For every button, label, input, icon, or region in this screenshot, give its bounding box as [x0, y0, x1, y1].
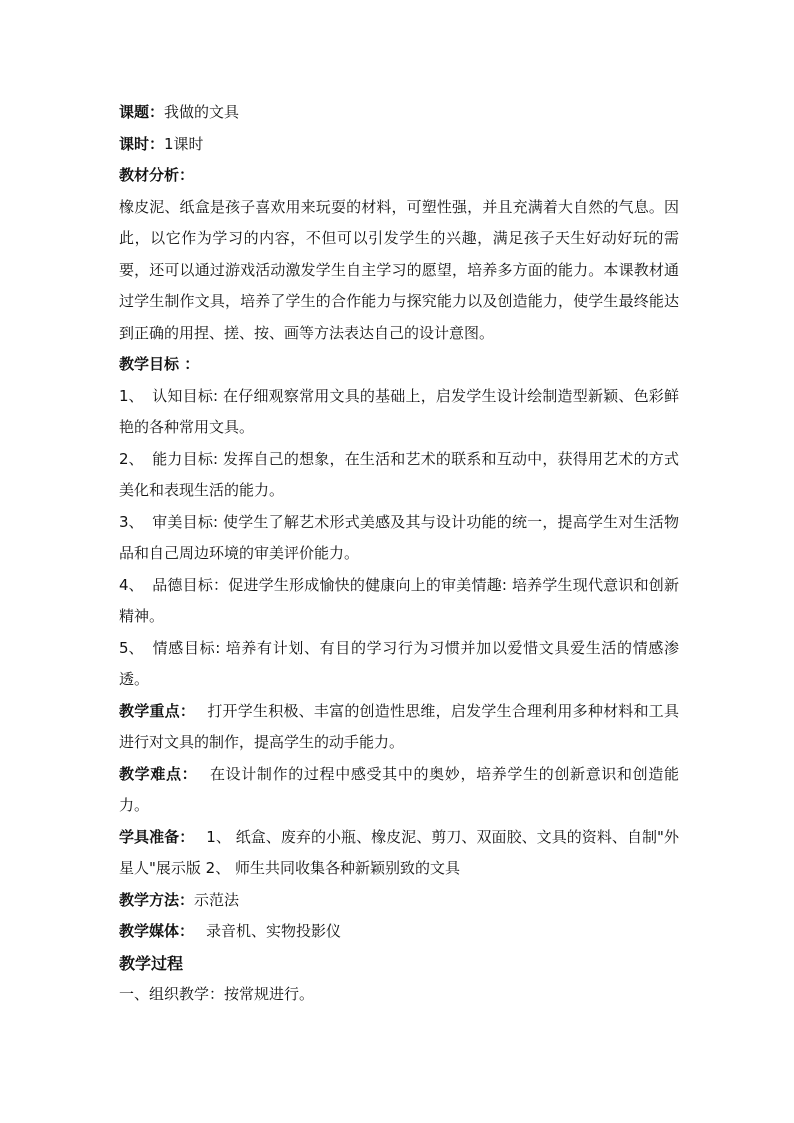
goal-item — [119, 381, 679, 444]
topic-line — [119, 97, 679, 129]
goal-number: 5、 — [119, 638, 144, 657]
goal-number: 2、 — [119, 449, 144, 468]
goal-number: 1、 — [119, 386, 144, 405]
focus-label: 教学重点： — [119, 701, 196, 720]
goal-text: 能力目标: 发挥自己的想象，在生活和艺术的联系和互动中，获得用艺术的方式美化和表现生活的能力。 — [119, 449, 679, 499]
goal-item — [119, 633, 679, 696]
goal-item — [119, 570, 679, 633]
goal-text: 认知目标: 在仔细观察常用文具的基础上，启发学生设计绘制造型新颖、色彩鲜艳的各种常用文具。 — [119, 386, 679, 436]
method-value: 示范法 — [194, 890, 240, 909]
focus-text: 打开学生积极、丰富的创造性思维，启发学生合理利用多种材料和工具进行对文具的制作，提高学生的动手能力。 — [119, 701, 679, 751]
goals-heading: 教学目标 ： — [119, 355, 200, 373]
difficulty-line — [119, 759, 679, 822]
goal-number: 4、 — [119, 575, 144, 594]
hours-label: 课时： — [119, 134, 165, 153]
goal-text: 情感目标: 培养有计划、有目的学习行为习惯并加以爱惜文具爱生活的情感渗透。 — [119, 638, 679, 688]
goal-item — [119, 444, 679, 507]
method-line — [119, 885, 679, 917]
analysis-heading: 教材分析： — [119, 166, 195, 184]
method-label: 教学方法： — [119, 890, 195, 909]
materials-text: 1、 纸盒、废弃的小瓶、橡皮泥、剪刀、双面胶、文具的资料、自制"外星人"展示版 2、 师生共同收集各种新颖别致的文具 — [119, 827, 679, 877]
media-label: 教学媒体： — [119, 922, 195, 940]
hours-value: 1课时 — [164, 134, 204, 153]
lesson-plan — [119, 97, 679, 1011]
materials-line — [119, 822, 679, 885]
hours-line — [119, 129, 679, 161]
analysis-paragraph: 橡皮泥、纸盒是孩子喜欢用来玩耍的材料，可塑性强，并且充满着大自然的气息。因此，以它作为学习的内容，不但可以引发学生的兴趣，满足孩子天生好动好玩的需要，还可以通过游戏活动激发学生自主学习的愿望，培养多方面的能力。本课教材通过学生制作文具，培养了学生的合作能力与探究能力以及创造能力，使学生最终能达到正确的用捏、搓、按、画等方法表达自己的设计意图。 — [119, 197, 679, 342]
topic-label: 课题： — [119, 103, 165, 121]
focus-line — [119, 696, 679, 759]
goal-text: 品德目标：促进学生形成愉快的健康向上的审美情趣: 培养学生现代意识和创新精神。 — [119, 575, 679, 625]
process-step: 一、组织教学：按常规进行。 — [119, 985, 315, 1003]
goal-number: 3、 — [119, 512, 144, 531]
difficulty-text: 在设计制作的过程中感受其中的奥妙，培养学生的创新意识和创造能力。 — [119, 764, 679, 814]
media-line — [119, 916, 679, 948]
goal-text: 审美目标: 使学生了解艺术形式美感及其与设计功能的统一，提高学生对生活物品和自己周边环境的审美评价能力。 — [119, 512, 679, 562]
difficulty-label: 教学难点： — [119, 764, 198, 783]
media-value: 录音机、实物投影仪 — [206, 922, 342, 940]
process-heading: 教学过程 — [119, 953, 184, 973]
topic-value: 我做的文具 — [164, 103, 240, 121]
goal-item — [119, 507, 679, 570]
materials-label: 学具准备： — [119, 827, 195, 846]
